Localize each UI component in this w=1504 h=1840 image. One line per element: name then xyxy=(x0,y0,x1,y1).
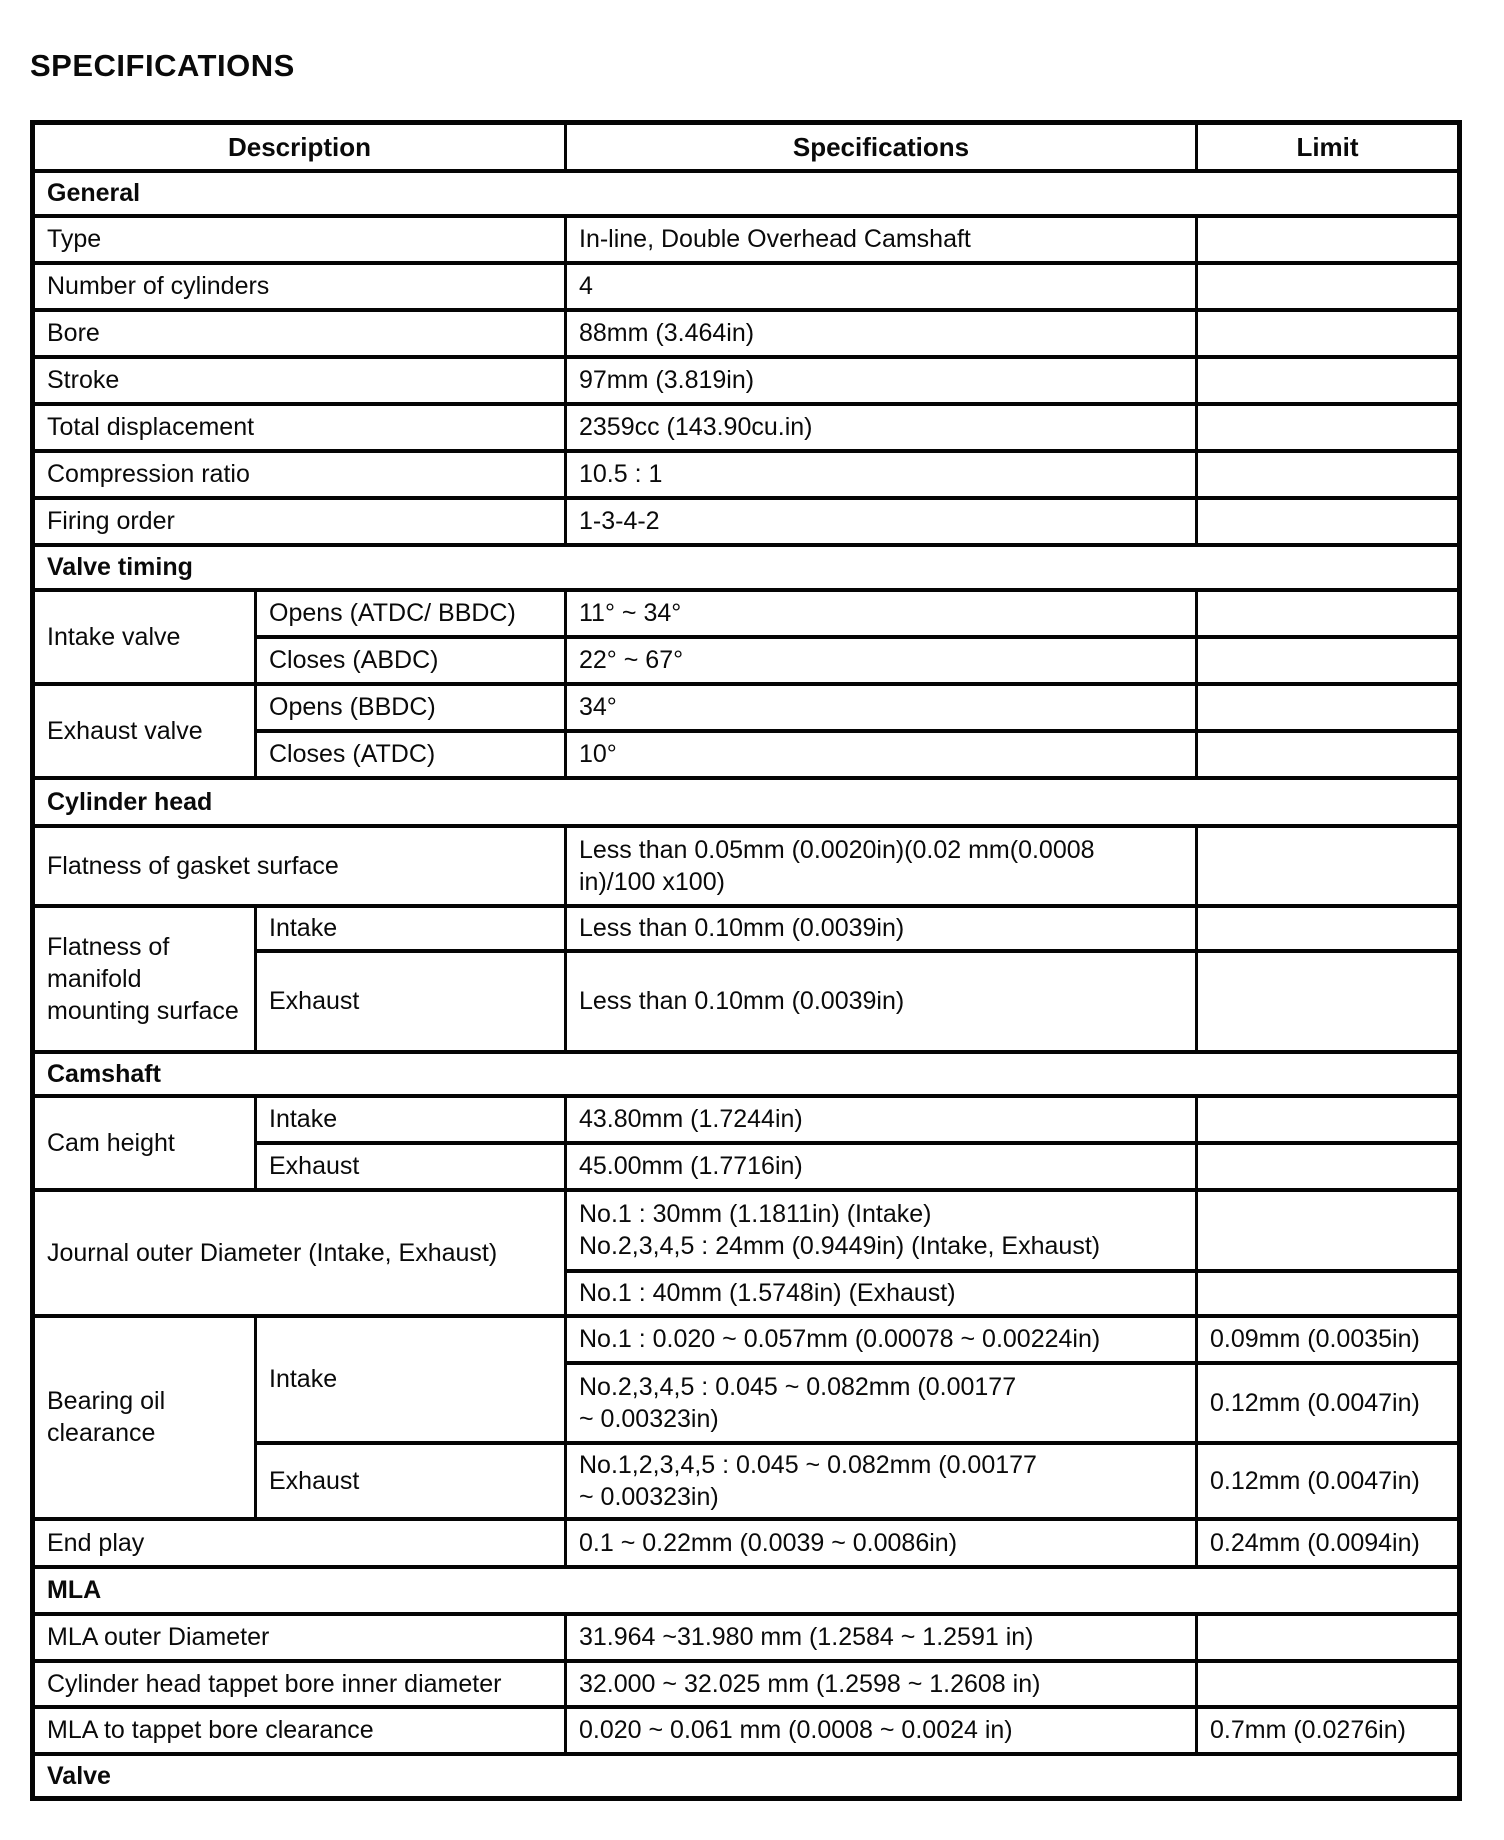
row-label: MLA to tappet bore clearance xyxy=(33,1707,566,1754)
section-title-camshaft: Camshaft xyxy=(33,1052,1460,1096)
specifications-table xyxy=(30,120,1462,1801)
spec-value: 4 xyxy=(566,263,1197,310)
row-label: Compression ratio xyxy=(33,451,566,498)
section-row-general xyxy=(33,171,1460,216)
spec-value xyxy=(566,1363,1197,1443)
spec-value xyxy=(566,1190,1197,1271)
table-row xyxy=(33,498,1460,545)
row-sublabel: Intake xyxy=(256,1316,566,1443)
spec-line: Less than 0.05mm (0.0020in)(0.02 mm(0.0008 xyxy=(579,835,1095,864)
row-label: Bearing oil clearance xyxy=(33,1316,256,1519)
section-row-cylinder-head xyxy=(33,778,1460,826)
spec-value: 0.1 ~ 0.22mm (0.0039 ~ 0.0086in) xyxy=(566,1519,1197,1567)
row-label: Cylinder head tappet bore inner diameter xyxy=(33,1661,566,1707)
table-row xyxy=(33,906,1460,951)
limit-value xyxy=(1197,404,1460,451)
spec-line: No.2,3,4,5 : 24mm (0.9449in) (Intake, Exhaust) xyxy=(579,1232,1101,1260)
limit-value xyxy=(1197,216,1460,263)
spec-value: 45.00mm (1.7716in) xyxy=(566,1143,1197,1190)
section-row-valve xyxy=(33,1754,1460,1799)
limit-value xyxy=(1197,1190,1460,1271)
table-row xyxy=(33,684,1460,731)
spec-line: in)/100 x100) xyxy=(579,867,725,896)
limit-value xyxy=(1197,826,1460,906)
limit-value: 0.7mm (0.0276in) xyxy=(1197,1707,1460,1754)
table-header-row xyxy=(33,123,1460,171)
spec-value: In-line, Double Overhead Camshaft xyxy=(566,216,1197,263)
section-row-valve-timing xyxy=(33,545,1460,590)
spec-value: 0.020 ~ 0.061 mm (0.0008 ~ 0.0024 in) xyxy=(566,1707,1197,1754)
row-label: Bore xyxy=(33,310,566,357)
row-label: Stroke xyxy=(33,357,566,404)
spec-value: 31.964 ~31.980 mm (1.2584 ~ 1.2591 in) xyxy=(566,1614,1197,1661)
table-row xyxy=(33,451,1460,498)
row-label: Exhaust valve xyxy=(33,684,256,778)
column-header-specifications: Specifications xyxy=(566,123,1197,171)
table-row xyxy=(33,1661,1460,1707)
table-row xyxy=(33,404,1460,451)
spec-value: 10° xyxy=(566,731,1197,778)
spec-value: 11° ~ 34° xyxy=(566,590,1197,637)
spec-value: 97mm (3.819in) xyxy=(566,357,1197,404)
limit-value xyxy=(1197,637,1460,684)
table-row xyxy=(33,1614,1460,1661)
limit-value xyxy=(1197,1096,1460,1143)
limit-value xyxy=(1197,731,1460,778)
column-header-description: Description xyxy=(33,123,566,171)
limit-value: 0.24mm (0.0094in) xyxy=(1197,1519,1460,1567)
row-label: Total displacement xyxy=(33,404,566,451)
row-sublabel: Opens (ATDC/ BBDC) xyxy=(256,590,566,637)
table-row xyxy=(33,1096,1460,1143)
row-sublabel: Intake xyxy=(256,1096,566,1143)
section-title-general: General xyxy=(33,171,1460,216)
spec-line: ~ 0.00323in) xyxy=(579,1404,719,1433)
spec-line: ~ 0.00323in) xyxy=(579,1482,719,1511)
limit-value: 0.12mm (0.0047in) xyxy=(1197,1363,1460,1443)
row-label: Type xyxy=(33,216,566,263)
limit-value xyxy=(1197,906,1460,951)
spec-value xyxy=(566,1443,1197,1519)
row-label: Intake valve xyxy=(33,590,256,684)
limit-value xyxy=(1197,951,1460,1052)
table-row xyxy=(33,590,1460,637)
spec-value: No.1 : 0.020 ~ 0.057mm (0.00078 ~ 0.00224in) xyxy=(566,1316,1197,1363)
section-row-mla xyxy=(33,1567,1460,1614)
spec-line: No.1 : 30mm (1.1811in) (Intake) xyxy=(579,1200,932,1228)
spec-value: 34° xyxy=(566,684,1197,731)
spec-value: Less than 0.10mm (0.0039in) xyxy=(566,951,1197,1052)
row-label: MLA outer Diameter xyxy=(33,1614,566,1661)
section-title-valve-timing: Valve timing xyxy=(33,545,1460,590)
section-title-valve: Valve xyxy=(33,1754,1460,1799)
limit-value xyxy=(1197,451,1460,498)
spec-value: 10.5 : 1 xyxy=(566,451,1197,498)
limit-value xyxy=(1197,498,1460,545)
spec-line: No.1,2,3,4,5 : 0.045 ~ 0.082mm (0.00177 xyxy=(579,1450,1037,1479)
section-row-camshaft xyxy=(33,1052,1460,1096)
page-title: SPECIFICATIONS xyxy=(30,48,295,83)
row-sublabel: Exhaust xyxy=(256,951,566,1052)
spec-value: 22° ~ 67° xyxy=(566,637,1197,684)
spec-value: Less than 0.10mm (0.0039in) xyxy=(566,906,1197,951)
row-label: Journal outer Diameter (Intake, Exhaust) xyxy=(33,1190,566,1316)
row-sublabel: Intake xyxy=(256,906,566,951)
limit-value xyxy=(1197,684,1460,731)
table-row xyxy=(33,1707,1460,1754)
spec-value: 32.000 ~ 32.025 mm (1.2598 ~ 1.2608 in) xyxy=(566,1661,1197,1707)
table-row xyxy=(33,216,1460,263)
section-title-cylinder-head: Cylinder head xyxy=(33,778,1460,826)
section-title-mla: MLA xyxy=(33,1567,1460,1614)
column-header-limit: Limit xyxy=(1197,123,1460,171)
spec-value: 88mm (3.464in) xyxy=(566,310,1197,357)
spec-value: No.1 : 40mm (1.5748in) (Exhaust) xyxy=(566,1271,1197,1316)
row-label: Cam height xyxy=(33,1096,256,1190)
limit-value: 0.09mm (0.0035in) xyxy=(1197,1316,1460,1363)
limit-value: 0.12mm (0.0047in) xyxy=(1197,1443,1460,1519)
row-label: Number of cylinders xyxy=(33,263,566,310)
spec-value: 43.80mm (1.7244in) xyxy=(566,1096,1197,1143)
table-row xyxy=(33,1190,1460,1271)
row-label: Flatness of gasket surface xyxy=(33,826,566,906)
limit-value xyxy=(1197,1143,1460,1190)
row-sublabel: Closes (ATDC) xyxy=(256,731,566,778)
limit-value xyxy=(1197,310,1460,357)
limit-value xyxy=(1197,1661,1460,1707)
table-row xyxy=(33,310,1460,357)
spec-value: 1-3-4-2 xyxy=(566,498,1197,545)
row-sublabel: Closes (ABDC) xyxy=(256,637,566,684)
limit-value xyxy=(1197,1271,1460,1316)
limit-value xyxy=(1197,357,1460,404)
row-sublabel: Exhaust xyxy=(256,1143,566,1190)
table-row xyxy=(33,1316,1460,1363)
row-sublabel: Opens (BBDC) xyxy=(256,684,566,731)
table-row xyxy=(33,357,1460,404)
limit-value xyxy=(1197,263,1460,310)
row-label: Firing order xyxy=(33,498,566,545)
table-row xyxy=(33,1519,1460,1567)
row-label: End play xyxy=(33,1519,566,1567)
limit-value xyxy=(1197,590,1460,637)
row-sublabel: Exhaust xyxy=(256,1443,566,1519)
spec-value xyxy=(566,826,1197,906)
spec-value: 2359cc (143.90cu.in) xyxy=(566,404,1197,451)
spec-line: No.2,3,4,5 : 0.045 ~ 0.082mm (0.00177 xyxy=(579,1372,1017,1401)
row-label: Flatness of manifold mounting surface xyxy=(33,906,256,1052)
limit-value xyxy=(1197,1614,1460,1661)
table-row xyxy=(33,826,1460,906)
table-row xyxy=(33,263,1460,310)
